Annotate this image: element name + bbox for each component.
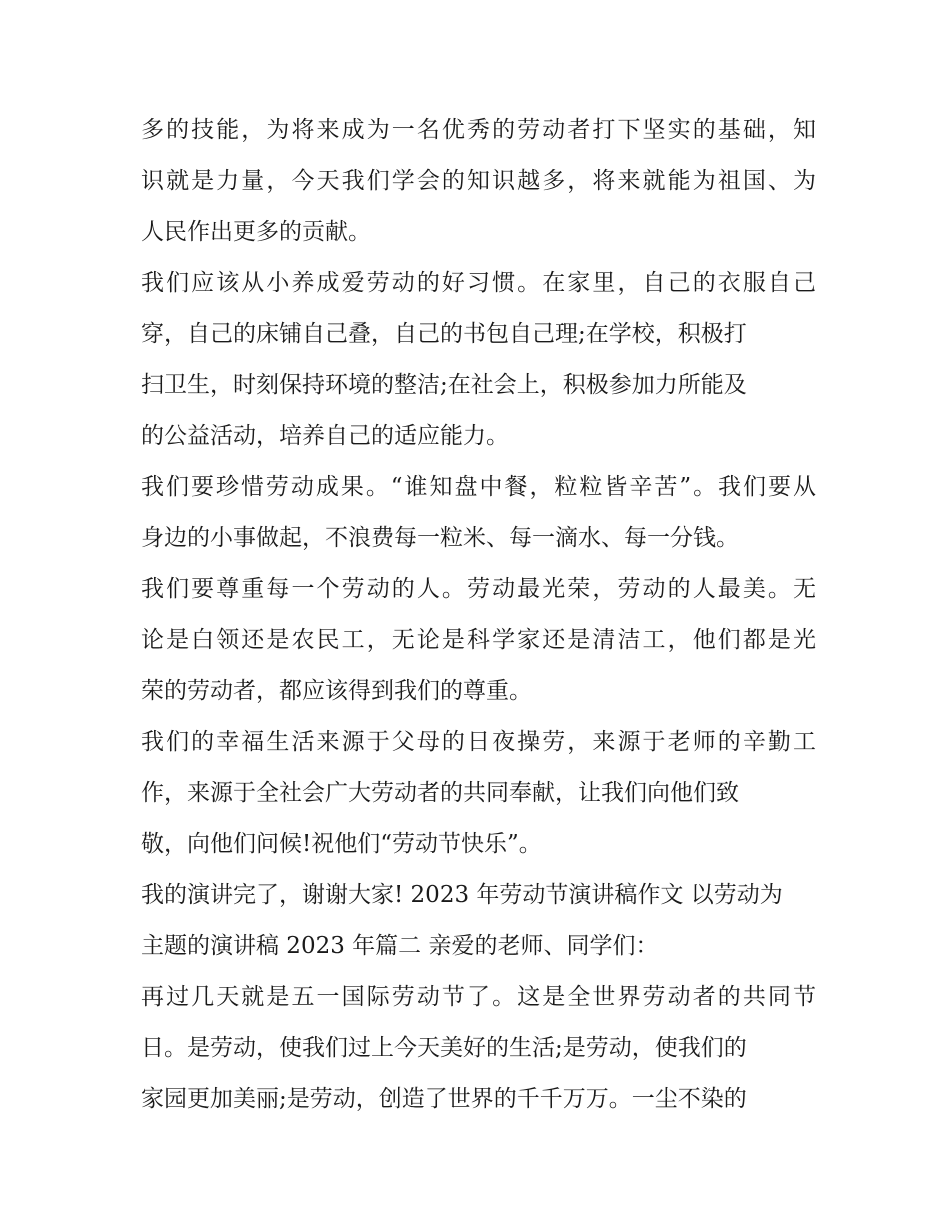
text-line-5: 穿，自己的床铺自己叠，自己的书包自己理;在学校，积极打 — [141, 321, 747, 347]
text-line-19: 日。是劳动，使我们过上今天美好的生活;是劳动，使我们的 — [141, 1035, 747, 1061]
document-body — [141, 107, 816, 1127]
text-line-8: 我们要珍惜劳动成果。“谁知盘中餐，粒粒皆辛苦”。我们要从 — [141, 474, 816, 500]
text-line-2: 识就是力量，今天我们学会的知识越多，将来就能为祖国、为 — [141, 168, 816, 194]
text-line-9: 身边的小事做起，不浪费每一粒米、每一滴水、每一分钱。 — [141, 525, 739, 551]
text-line-11: 论是白领还是农民工，无论是科学家还是清洁工，他们都是光 — [141, 627, 816, 653]
text-line-10: 我们要尊重每一个劳动的人。劳动最光荣，劳动的人最美。无 — [141, 576, 816, 602]
text-line-16: 我的演讲完了，谢谢大家! 2023 年劳动节演讲稿作文 以劳动为 — [141, 882, 783, 908]
text-line-3: 人民作出更多的贡献。 — [141, 219, 371, 245]
text-line-1: 多的技能，为将来成为一名优秀的劳动者打下坚实的基础，知 — [141, 117, 816, 143]
text-line-15: 敬，向他们问候!祝他们“劳动节快乐”。 — [141, 831, 542, 857]
text-line-14: 作，来源于全社会广大劳动者的共同奉献，让我们向他们致 — [141, 780, 739, 806]
text-line-7: 的公益活动，培养自己的适应能力。 — [141, 423, 509, 449]
text-line-6: 扫卫生，时刻保持环境的整洁;在社会上，积极参加力所能及 — [141, 372, 747, 398]
text-line-20: 家园更加美丽;是劳动，创造了世界的千千万万。一尘不染的 — [141, 1086, 747, 1112]
text-line-12: 荣的劳动者，都应该得到我们的尊重。 — [141, 678, 532, 704]
text-line-17: 主题的演讲稿 2023 年篇二 亲爱的老师、同学们： — [141, 933, 659, 959]
text-line-13: 我们的幸福生活来源于父母的日夜操劳，来源于老师的辛勤工 — [141, 729, 816, 755]
text-line-4: 我们应该从小养成爱劳动的好习惯。在家里，自己的衣服自己 — [141, 270, 816, 296]
text-line-18: 再过几天就是五一国际劳动节了。这是全世界劳动者的共同节 — [141, 984, 816, 1010]
